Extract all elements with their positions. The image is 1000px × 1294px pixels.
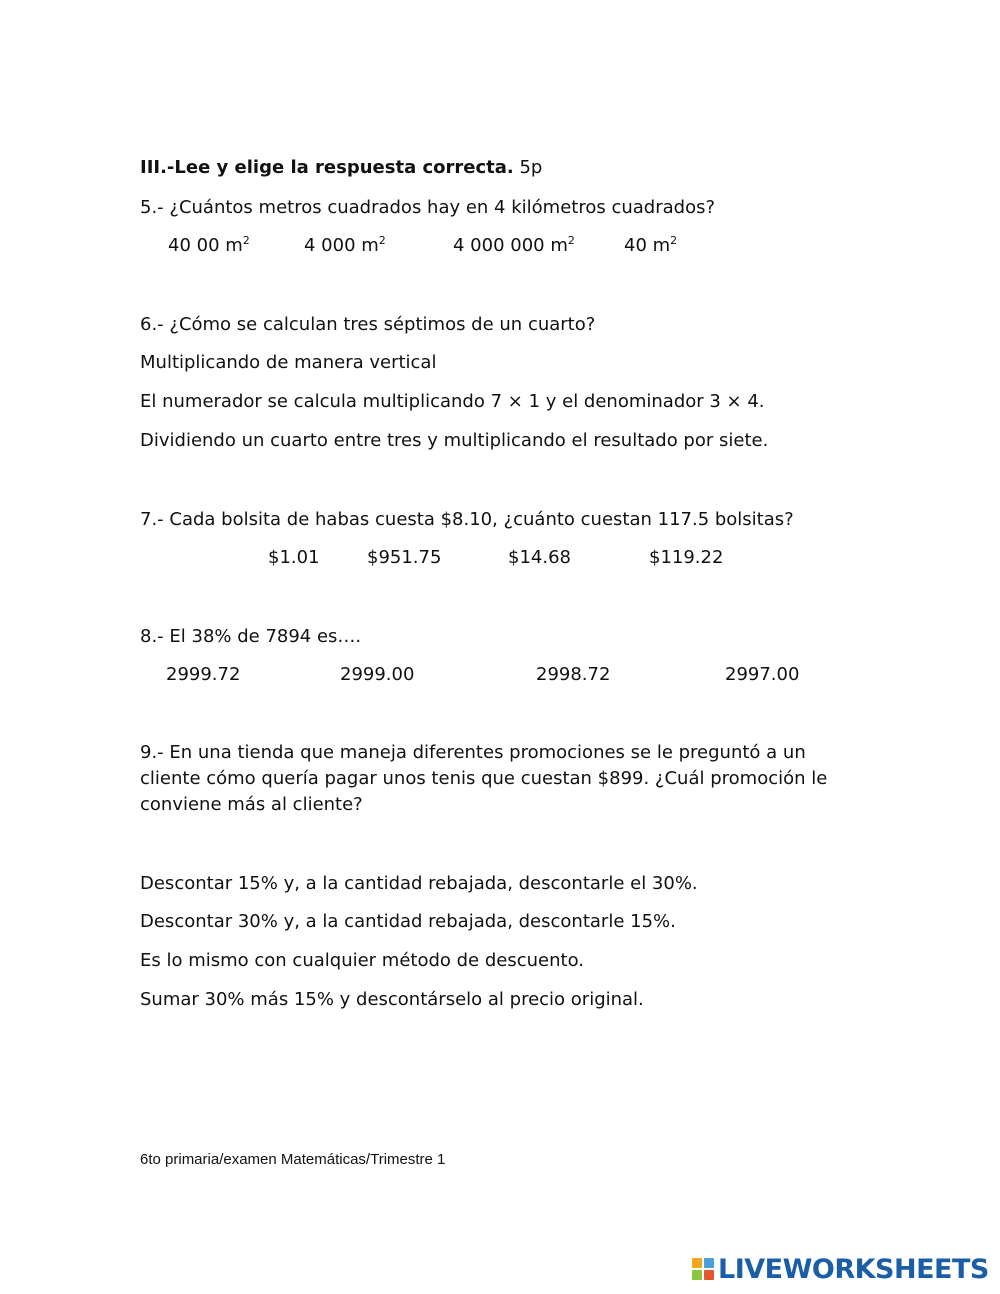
q5-option-1[interactable]: 40 00 $m^2$ [168, 234, 250, 256]
q8-option-3[interactable]: 2998.72 [536, 664, 611, 685]
section-points: 5p [519, 157, 543, 178]
brand-logo[interactable] [692, 1254, 989, 1284]
q6-option-3[interactable]: Dividiendo un cuarto entre tres y multiplicando el resultado por siete. [140, 430, 769, 451]
section-title [140, 156, 542, 180]
q7-option-1[interactable]: $1.01 [268, 547, 320, 568]
q7-option-2[interactable]: $951.75 [367, 547, 442, 568]
question-6: 6.- ¿Cómo se calculan tres séptimos de un cuarto? [140, 314, 596, 335]
q7-option-3[interactable]: $14.68 [508, 547, 571, 568]
section-title-bold: III.-Lee y elige la respuesta correcta. [140, 157, 514, 178]
q9-option-3[interactable]: Es lo mismo con cualquier método de descuento. [140, 950, 584, 971]
q8-option-1[interactable]: 2999.72 [166, 664, 241, 685]
q5-option-4[interactable]: 40 $m^2$ [624, 234, 678, 256]
logo-square-4 [704, 1270, 714, 1280]
question-9: 9.- En una tienda que maneja diferentes promociones se le preguntó a un cliente cómo quería pagar unos tenis que cuestan $899. ¿Cuál promoción le conviene más al cliente? [140, 742, 828, 815]
brand-name: LIVEWORKSHEETS [718, 1253, 989, 1285]
question-7: 7.- Cada bolsita de habas cuesta $8.10, ¿cuánto cuestan 117.5 bolsitas? [140, 509, 794, 530]
question-8: 8.- El 38% de 7894 es…. [140, 626, 362, 647]
q8-option-2[interactable]: 2999.00 [340, 664, 415, 685]
q9-option-2[interactable]: Descontar 30% y, a la cantidad rebajada, descontarle 15%. [140, 911, 676, 932]
q8-option-4[interactable]: 2997.00 [725, 664, 800, 685]
q9-option-1[interactable]: Descontar 15% y, a la cantidad rebajada, descontarle el 30%. [140, 873, 698, 894]
q6-option-2[interactable]: El numerador se calcula multiplicando 7 × 1 y el denominador 3 × 4. [140, 391, 765, 412]
q9-option-4[interactable]: Sumar 30% más 15% y descontárselo al precio original. [140, 989, 644, 1010]
logo-square-1 [692, 1258, 702, 1268]
logo-square-3 [692, 1270, 702, 1280]
q6-option-1[interactable]: Multiplicando de manera vertical [140, 352, 437, 373]
question-5: 5.- ¿Cuántos metros cuadrados hay en 4 kilómetros cuadrados? [140, 197, 716, 218]
brand-logo-icon [692, 1258, 714, 1280]
footer-text: 6to primaria/examen Matemáticas/Trimestre 1 [140, 1151, 446, 1168]
q5-option-3[interactable]: 4 000 000 $m^2$ [453, 234, 575, 256]
logo-square-2 [704, 1258, 714, 1268]
q5-option-2[interactable]: 4 000 $m^2$ [304, 234, 386, 256]
q7-option-4[interactable]: $119.22 [649, 547, 724, 568]
